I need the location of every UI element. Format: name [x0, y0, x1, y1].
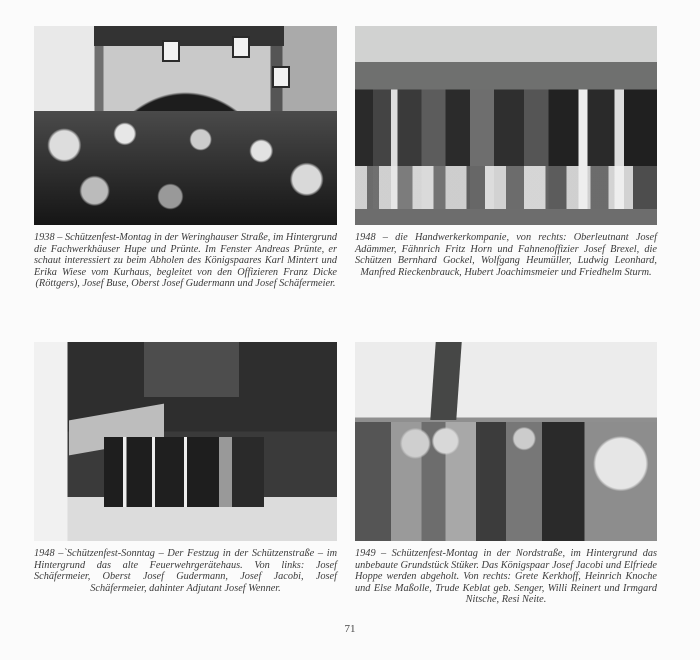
- photo-1949-nordstrasse: [355, 342, 657, 541]
- photo-caption: 1949 – Schützenfest-Montag in der Nordstraße, im Hintergrund das unbebaute Grundstück Stüker. Das Königspaar Josef Jacobi und Elfriede Hoppe werden abgeholt. Von rechts: Grete Kerkhoff, Heinrich Knoche und Else Maßolle, Trude Keblat geb. Senger, Willi Reinert und Irmgard Nitsche, Resi Neite.: [355, 548, 657, 606]
- house-window: [232, 36, 250, 58]
- feuerwehrgeraetehaus: [144, 342, 239, 397]
- group-of-people: [355, 422, 657, 541]
- crowd: [34, 111, 337, 225]
- house-window: [162, 40, 180, 62]
- flag: [430, 342, 461, 420]
- photo-1948-festzug: [34, 342, 337, 541]
- photo-1948-handwerkerkompanie: [355, 26, 657, 225]
- photo-caption: 1948 –`Schützenfest-Sonntag – Der Festzug in der Schützenstraße – im Hintergrund das alte Feuerwehrgerätehaus. Von links: Josef Schäfermeier, Oberst Josef Gudermann, Josef Jacobi, Josef Schäfermeier, dahinter Adjutant Josef Wenner.: [34, 548, 337, 594]
- photo-1938-weringhauser-strasse: [34, 26, 337, 225]
- ground: [355, 209, 657, 225]
- marching-officers: [104, 437, 264, 507]
- page-number: 71: [344, 623, 356, 635]
- photo-caption: 1948 – die Handwerkerkompanie, von rechts: Oberleutnant Josef Adämmer, Fähnrich Fritz Horn und Fahnenoffizier Josef Brexel, die Schützen Bernhard Gockel, Wolfgang Heumüller, Ludwig Leonhard, Manfred Rieckenbrauck, Hubert Joachimsmeier und Friedhelm Sturm.: [355, 232, 657, 278]
- house-window: [272, 66, 290, 88]
- photo-caption: 1938 – Schützenfest-Montag in der Weringhauser Straße, im Hintergrund die Fachwerkhäuser Hupe und Prünte. Im Fenster Andreas Prünte, er schaut interessiert zu beim Abholen des Königspaares Karl Mintert und Erika Wiese vom Kurhaus, begleitet von den Offizieren Franz Dicke (Röttgers), Josef Buse, Oberst Josef Gudermann und Josef Schäfermeier.: [34, 232, 337, 290]
- house-roof: [94, 26, 284, 46]
